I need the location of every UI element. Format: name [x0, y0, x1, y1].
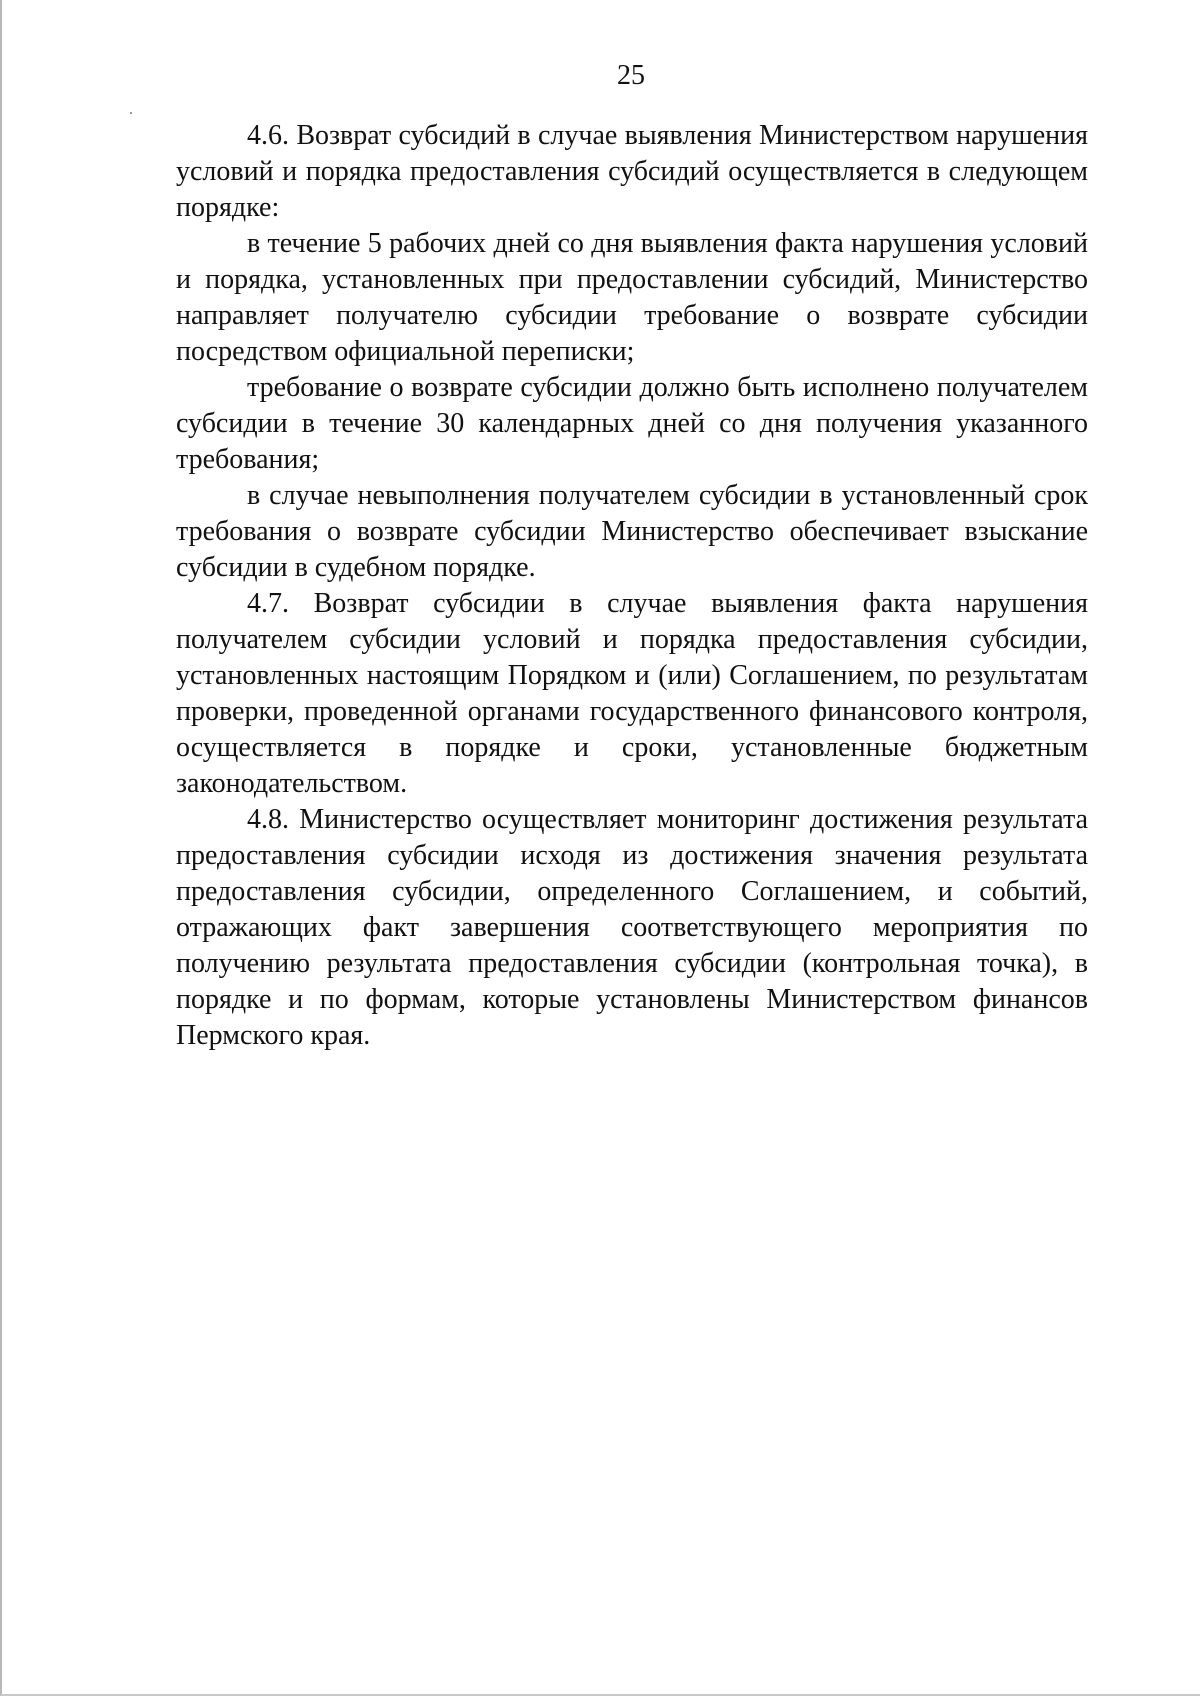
paragraph-repayment-term: требование о возврате субсидии должно быть исполнено получателем субсидии в течение 30 календарных дней со дня получения указанного требования;: [176, 372, 1088, 475]
scan-speck: [130, 112, 132, 114]
paragraph-court-recovery: в случае невыполнения получателем субсидии в установленный срок требования о возврате субсидии Министерство обеспечивает взыскание субсидии в судебном порядке.: [176, 480, 1088, 583]
page-number: 25: [617, 60, 645, 91]
paragraph-notice-deadline: в течение 5 рабочих дней со дня выявления факта нарушения условий и порядка, установленных при предоставлении субсидий, Министерство направляет получателю субсидии требование о возврате субсидии посредством официальной переписки;: [176, 228, 1088, 367]
paragraph-4-7: 4.7. Возврат субсидии в случае выявления факта нарушения получателем субсидии условий и порядка предоставления субсидии, установленных настоящим Порядком и (или) Соглашением, по результатам проверки, проведенной органами государственного финансового контроля, осуществляется в порядке и сроки, установленные бюджетным законодательством.: [176, 588, 1088, 799]
document-body: [176, 118, 1088, 1054]
paragraph-4-8: 4.8. Министерство осуществляет мониторинг достижения результата предоставления субсидии исходя из достижения значения результата предоставления субсидии, определенного Соглашением, и событий, отражающих факт завершения соответствующего мероприятия по получению результата предоставления субсидии (контрольная точка), в порядке и по формам, которые установлены Министерством финансов Пермского края.: [176, 804, 1088, 1051]
paragraph-4-6: 4.6. Возврат субсидий в случае выявления Министерством нарушения условий и порядка предоставления субсидий осуществляется в следующем порядке:: [176, 120, 1088, 223]
